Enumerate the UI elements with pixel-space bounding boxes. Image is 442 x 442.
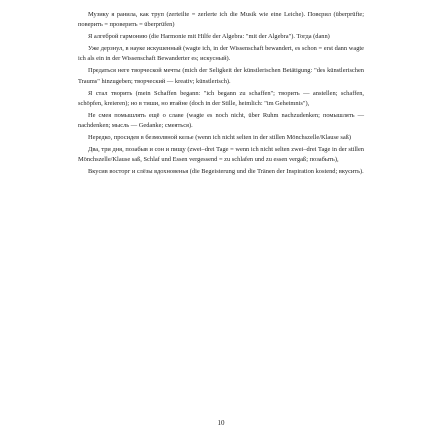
paragraph: Я стал творить (mein Schaffen begann: "ich begann zu schaffen"; творить — anstellen; schaffen, schöpfen, kreieren); но в тиши, но втайне (doch in der Stille, heimlich: "im Geheimnis"), xyxy=(78,89,364,107)
paragraph: Не смея помышлять ещё о славе (wagte es noch nicht, über Ruhm nachzudenken; помышлять — nachdenken; мысль — Gedanke; смеяться). xyxy=(78,111,364,129)
paragraph: Нередко, просидев в безмолвной келье (wenn ich nicht selten in der stillen Mönchszelle/Klause saß) xyxy=(88,134,352,142)
paragraph: Два, три дня, позабыв и сон и пищу (zwei–drei Tage = wenn ich nicht selten zwei–drei Tage in der stillen Mönchszelle/Klause saß, Schlaf und Essen vergessend = zu schlafen und zu essen vergaß; позабыть), xyxy=(78,146,364,164)
paragraph: Музику я ранила, как труп (zerteilte = zerlerte ich die Musik wie eine Leiche). Повєрил (überprüfte; поверить = проверить = überprüfen) xyxy=(78,11,364,29)
page-number: 10 xyxy=(217,419,225,427)
paragraph: Предаться неге творческой мечты (mich der Seligkeit der künstlerischen Betätigung: "des künstlerischen Traums" hinzugeben; творческий — kreativ; künstlerisch). xyxy=(78,67,364,85)
paragraph: Я алгеброй гармонию (die Harmonie mit Hilfe der Algebra: "mit der Algebra"). Тогда (dann) xyxy=(88,33,330,41)
paragraph: Вкусив восторг и слёзы вдохновенья (die Begeisterung und die Tränen der Inspiration kostend; вкусить). xyxy=(88,168,364,176)
paragraph: Уже дерзнул, в науке искушенный (wagte ich, in der Wissenschaft bewandert, es schon = erst dann wagte ich als ein in der Wissenschaft Bewanderter es; искусный). xyxy=(78,45,364,63)
